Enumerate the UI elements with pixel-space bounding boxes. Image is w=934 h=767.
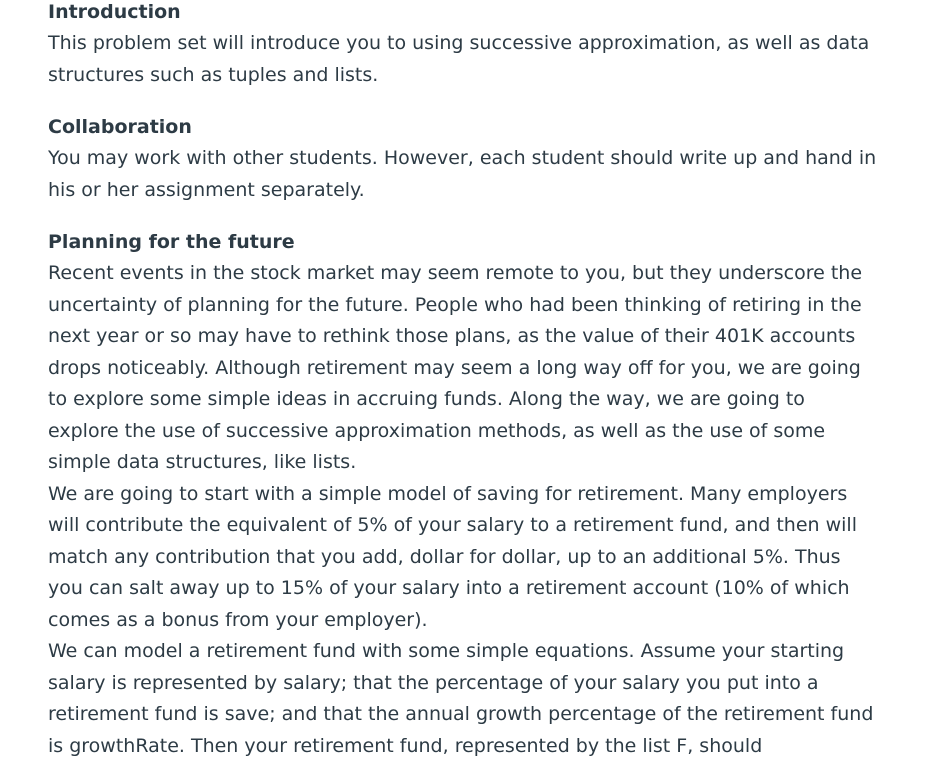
planning-heading: Planning for the future	[48, 231, 295, 253]
introduction-section	[48, 0, 878, 91]
planning-paragraph-3: We can model a retirement fund with some simple equations. Assume your starting salary is represented by salary; that the percentage of your salary you put into a retirement fund is save; and that the annual growth percentage of the retirement fund is growthRate. Then your retirement fund, represented by the list F, should	[48, 640, 874, 757]
collaboration-paragraph: You may work with other students. However, each student should write up and hand in his or her assignment separately.	[48, 147, 877, 201]
planning-paragraph-2: We are going to start with a simple model of saving for retirement. Many employers will contribute the equivalent of 5% of your salary to a retirement fund, and then will match any contribution that you add, dollar for dollar, up to an additional 5%. Thus you can salt away up to 15% of your salary into a retirement account (10% of which comes as a bonus from your employer).	[48, 482, 857, 631]
collaboration-section	[48, 112, 878, 206]
planning-section	[48, 227, 878, 762]
planning-paragraph-1: Recent events in the stock market may seem remote to you, but they underscore the uncertainty of planning for the future. People who had been thinking of retiring in the next year or so may have to rethink those plans, as the value of their 401K accounts drops noticeably. Although retirement may seem a long way off for you, we are going to explore some simple ideas in accruing funds. Along the way, we are going to explore the use of successive approximation methods, as well as the use of some simple data structures, like lists.	[48, 262, 863, 473]
introduction-heading: Introduction	[48, 1, 181, 23]
collaboration-heading: Collaboration	[48, 116, 192, 138]
introduction-paragraph: This problem set will introduce you to using successive approximation, as well as data structures such as tuples and lists.	[48, 32, 870, 86]
